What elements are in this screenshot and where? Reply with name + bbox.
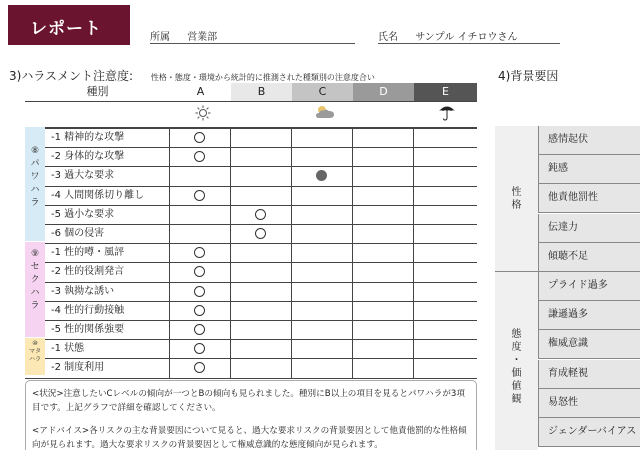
affiliation-value: 営業部 [187, 32, 218, 43]
harassment-item-row [25, 302, 478, 321]
level-cell [292, 283, 353, 302]
level-cell [231, 321, 292, 340]
open-circle-mark [194, 132, 205, 143]
name-value: サンプル イチロウさん [415, 32, 518, 43]
level-cell [231, 340, 292, 359]
level-header-e: E [414, 83, 477, 102]
harassment-item-row [25, 167, 478, 186]
icon-row-spacer [25, 102, 170, 129]
category-char: ハ [30, 185, 40, 195]
level-cell [292, 167, 353, 186]
level-cell [292, 321, 353, 340]
open-circle-mark [194, 190, 205, 201]
background-factor-item: 伝達力 [538, 214, 640, 243]
level-cell [353, 244, 414, 263]
umbrella-icon [438, 103, 456, 121]
sun-icon [195, 105, 211, 121]
level-cell [170, 283, 231, 302]
background-factor-item: 他責他罰性 [538, 184, 640, 213]
background-factor-item: プライド過多 [538, 272, 640, 301]
open-circle-mark [194, 266, 205, 277]
category-char: パ [30, 159, 40, 169]
level-cell [414, 302, 477, 321]
level-cell [231, 206, 292, 225]
background-factor-item: 傾聴不足 [538, 243, 640, 272]
harassment-item-label: -5 過小な要求 [25, 206, 170, 225]
level-cell [414, 206, 477, 225]
level-cell [414, 340, 477, 359]
level-cell [292, 244, 353, 263]
background-factor-item: 権威意識 [538, 330, 640, 359]
harassment-item-label: -4 性的行動接触 [25, 302, 170, 321]
harassment-item-label: -6 個の侵害 [25, 225, 170, 244]
level-cell [170, 187, 231, 206]
group-char: 性 [511, 186, 522, 198]
level-cell [353, 225, 414, 244]
background-factors-title: 4)背景要因 [498, 69, 559, 83]
background-factor-item: ジェンダーバイアス [538, 418, 640, 447]
level-cell [353, 302, 414, 321]
filled-circle-mark [316, 170, 327, 181]
comment-box [25, 380, 477, 450]
harassment-item-row [25, 187, 478, 206]
level-cell [292, 340, 353, 359]
harassment-item-row [25, 244, 478, 263]
harassment-section-title [9, 67, 375, 84]
harassment-subtitle: 性格・態度・環境から統計的に推測された種類別の注意度合い [150, 73, 375, 82]
level-header-d: D [353, 83, 414, 102]
harassment-item-row [25, 129, 478, 148]
harassment-item-label: -4 人間関係切り離し [25, 187, 170, 206]
group-char: 度 [511, 341, 522, 353]
level-cell [414, 359, 477, 378]
comment-advice: <アドバイス>各リスクの主な背景要因について見ると、過大な要求リスクの背景要因として他責他罰的な性格傾向が見られます。過大な要求リスクの背景要因として権威意識的な態度傾向が見られます。 [32, 426, 467, 450]
level-cell [353, 148, 414, 167]
harassment-item-row [25, 359, 478, 378]
report-title-badge: レポート [8, 5, 130, 45]
level-cell [414, 244, 477, 263]
category-char: ⑧ [30, 146, 40, 156]
background-factor-item: 育成軽視 [538, 360, 640, 389]
level-cell [353, 129, 414, 148]
level-cell [292, 263, 353, 282]
level-cell [353, 283, 414, 302]
level-cell [170, 321, 231, 340]
level-cell [414, 187, 477, 206]
level-cell [170, 225, 231, 244]
group-personality [495, 126, 538, 272]
group-char: 価 [511, 367, 522, 379]
level-cell [170, 263, 231, 282]
level-cell [170, 340, 231, 359]
level-cell [353, 359, 414, 378]
harassment-item-row [25, 283, 478, 302]
level-cell [414, 263, 477, 282]
open-circle-mark [194, 343, 205, 354]
harassment-item-row [25, 263, 478, 282]
harassment-item-label: -5 性的関係強要 [25, 321, 170, 340]
harassment-item-label: -3 過大な要求 [25, 167, 170, 186]
level-cell [414, 321, 477, 340]
level-cell [231, 283, 292, 302]
level-cell [292, 206, 353, 225]
affiliation-label: 所属 [150, 32, 170, 43]
level-cell [414, 167, 477, 186]
background-factor-item: 易怒性 [538, 389, 640, 418]
background-factor-item: 感情起伏 [538, 126, 640, 155]
level-cell [170, 359, 231, 378]
level-cell [414, 283, 477, 302]
harassment-item-row [25, 148, 478, 167]
harassment-item-row [25, 225, 478, 244]
icon-cell-d [353, 102, 414, 129]
level-cell [231, 359, 292, 378]
category-char: ワ [30, 172, 40, 182]
category-char: ク [30, 275, 40, 285]
harassment-item-label: -3 執拗な誘い [25, 283, 170, 302]
category-char: ⑩ [32, 340, 38, 347]
category-char: ラ [30, 301, 40, 311]
level-cell [292, 148, 353, 167]
level-cell [231, 187, 292, 206]
level-cell [353, 167, 414, 186]
level-cell [353, 340, 414, 359]
level-cell [231, 244, 292, 263]
harassment-item-label: -1 性的噂・風評 [25, 244, 170, 263]
harassment-item-label: -2 身体的な攻撃 [25, 148, 170, 167]
category-maternity-harassment [25, 338, 45, 376]
level-cell [170, 302, 231, 321]
comment-status: <状況>注意したいCレベルの傾向が一つとBの傾向も見られました。種別にB以上の項目を見るとパワハラが3項目です。上記グラフで詳細を確認してください。 [32, 389, 465, 413]
level-cell [231, 225, 292, 244]
group-char: 値 [511, 380, 522, 392]
level-cell [353, 187, 414, 206]
level-cell [170, 167, 231, 186]
level-cell [292, 129, 353, 148]
open-circle-mark [194, 362, 205, 373]
group-char: 観 [511, 393, 522, 405]
level-cell [231, 129, 292, 148]
group-char: 格 [511, 199, 522, 211]
level-cell [170, 206, 231, 225]
level-cell [414, 148, 477, 167]
category-char: ハラ [28, 356, 41, 363]
kind-header: 種別 [25, 83, 170, 102]
open-circle-mark [194, 324, 205, 335]
open-circle-mark [194, 286, 205, 297]
harassment-item-row [25, 340, 478, 359]
level-header-c: C [292, 83, 353, 102]
category-char: セ [30, 262, 40, 272]
name-label: 氏名 [378, 32, 398, 43]
group-char: ・ [511, 354, 522, 366]
open-circle-mark [255, 209, 266, 220]
category-sexual-harassment [25, 242, 45, 338]
group-char: 態 [511, 328, 522, 340]
harassment-item-row [25, 206, 478, 225]
level-cell [170, 148, 231, 167]
level-cell [353, 321, 414, 340]
level-cell [292, 302, 353, 321]
level-cell [292, 225, 353, 244]
level-cell [231, 263, 292, 282]
level-cell [292, 359, 353, 378]
level-cell [231, 148, 292, 167]
level-cell [170, 244, 231, 263]
level-header-b: B [231, 83, 292, 102]
category-char: ⑨ [30, 249, 40, 259]
harassment-item-row [25, 321, 478, 340]
level-header-a: A [170, 83, 231, 102]
harassment-item-label: -2 性的役割発言 [25, 263, 170, 282]
level-cell [353, 206, 414, 225]
category-power-harassment [25, 127, 45, 242]
level-cell [170, 129, 231, 148]
level-cell [414, 225, 477, 244]
icon-cell-b [231, 102, 292, 129]
harassment-item-label: -1 精神的な攻撃 [25, 129, 170, 148]
category-char: ハ [30, 288, 40, 298]
level-icon-row [25, 102, 478, 129]
background-factor-item: 謙遜過多 [538, 301, 640, 330]
open-circle-mark [194, 247, 205, 258]
harassment-title-text: 3)ハラスメント注意度: [9, 69, 134, 83]
affiliation-field [150, 28, 355, 44]
cloud-icon [314, 104, 336, 120]
harassment-item-label: -2 制度利用 [25, 359, 170, 378]
level-cell [292, 187, 353, 206]
harassment-item-label: -1 状態 [25, 340, 170, 359]
group-attitude [495, 272, 538, 450]
background-factor-item: 鈍感 [538, 155, 640, 184]
open-circle-mark [255, 228, 266, 239]
level-cell [231, 167, 292, 186]
name-field [378, 28, 560, 44]
open-circle-mark [194, 305, 205, 316]
category-char: マタ [28, 348, 41, 355]
level-cell [231, 302, 292, 321]
open-circle-mark [194, 151, 205, 162]
level-cell [353, 263, 414, 282]
level-cell [414, 129, 477, 148]
category-char: ラ [30, 198, 40, 208]
level-header-row [25, 83, 478, 102]
